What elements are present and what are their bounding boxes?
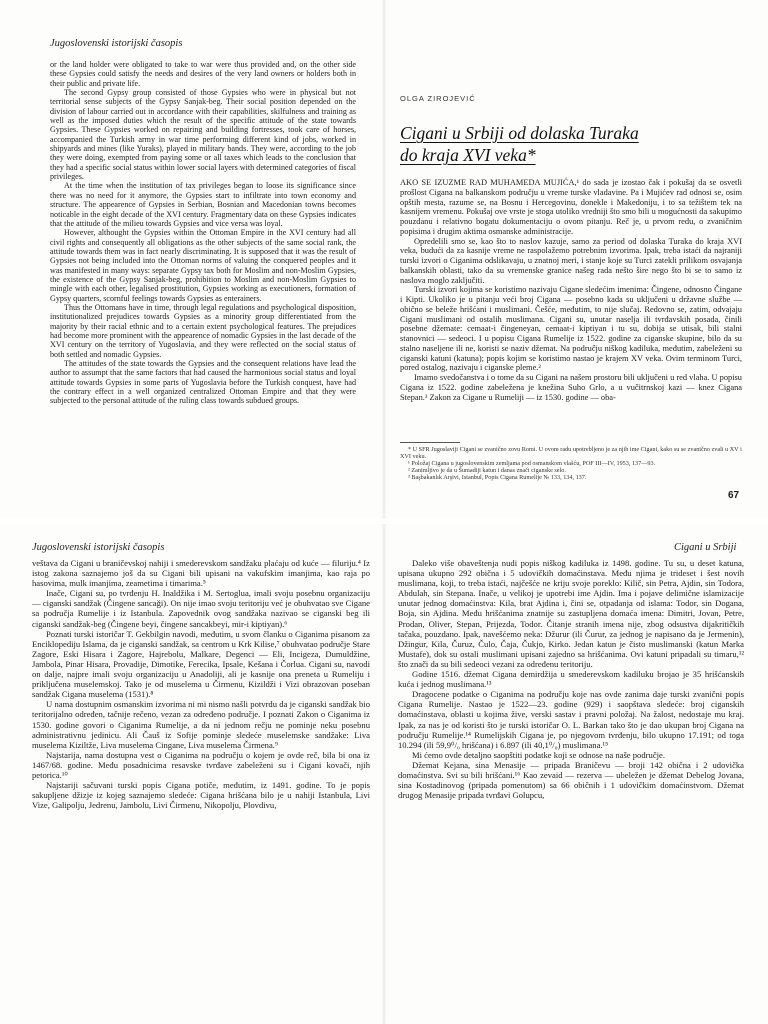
running-head: Jugoslovenski istorijski časopis [50,38,183,49]
paragraph: Godine 1516. džemat Cigana demirdžija u smederevskom kadiluku brojao je 35 hrišćanskih kuća i jednog muslimana.¹³ [398,669,744,690]
running-head: Cigani u Srbiji [674,542,737,553]
paragraph: Opredelili smo se, kao što to naslov kazuje, samo za period od dolaska Turaka do kraja XVI veka, budući da za kasnije vreme ne raspolažemo potrebnim izvorima. Ipak, treba istaći da najraniji turski izvori o Ciganima odslikavaju, u znatnoj meri, i stanje koje su Turci zatekli prilikom osvajanja balkanskih oblasti, tako da su vremenske granice našeg rada nešto šire nego što bi se to samo iz naslova moglo zaključiti. [400,236,742,285]
paragraph: Najstariji sačuvani turski popis Cigana potiče, međutim, iz 1491. godine. To je popis sakupljene džizje iz kojeg saznajemo sledeće: Cigana hrišćana bilo je u nahiji Istanbula, Livi Vize, Galipolju, Jedrenu, Jambolu, Livi Čirmenu, Nikopolju, Plovdivu, [32,780,370,811]
paragraph: However, althought the Gypsies within the Ottoman Empire in the XVI century had all civil rights and consequently all obligations as the other subjects of the same social rank, the attitude towards them was in fact nearly discriminating. It is supposed that it was the result of Gypsies not being included into the Ottoman norms of valuing the conquered peoples and it was manifested in many ways: separate Gypsy tax both for Moslim and non-Moslim Gypsies, the existence of the Gypsy Sanjak-beg, prohibition to Moslim and non-Moslim Gypsies to mingle with each other, legalised prostitution, Gypsies working as executioners, formation of Gypsy quarters, scornful feelings towards Gypsies as enterainers. [50,228,356,303]
paragraph: veštava da Cigani u braničevskoj nahiji i smederevskom sandžaku plaćaju od kuće — filuriju.⁴ Iz istog zakona saznajemo još da su Cigani bili upisani na vakufskim imanjima, kao raja po hasovima, mulk imanjima, zeametima i timarima.⁵ [32,558,370,589]
paragraph: Turski izvori kojima se koristimo nazivaju Cigane sledećim imenima: Čingene, odnosno Čingane i Kipti. Ukoliko je u pitanju veći broj Cigana — posebno kada su uključeni u državne službe — obično se beleže hrišćani i muslimani. Češće, međutim, to nije slučaj. Redovno se, zatim, odvajaju Cigani muslimani od ostalih muslimana. Cigani su, unutar naselja ili tvrđavskih posada, činili posebne džemate: cemaat-i čingeneyan, cemaat-i kiptiyan i tu su, dobija se utisak, bili stalni stanovnici — sedeoci. I u popisu Cigana Rumelije iz 1522. godine za ciganske skupine, bilo da su stalno naseljene ili ne, koristi se naziv džemat. Na području niškog kadiluka, međutim, zabeleženi su ciganski katuni (katuna); popis kojim se koristimo nastao je krajem XV veka. Ovim terminom Turci, pored ostalog, nazivaju i ciganske pleme.² [400,285,742,373]
footnote-rule [400,442,460,443]
footnote: * U SFR Jugoslaviji Cigani se zvanično zovu Romi. U ovom radu upotrebljeno je za njih ime Cigani, kako su se zvanično zvali u XV i XVI veku. [400,446,742,460]
paragraph: The second Gypsy group consisted of those Gypsies who were in physical but not territorial sense subjects of the Gypsy Sanjak-beg. Their social position depended on the division of labour carried out in accordance with their capabilities, skilfulness and training as well as the imposed duties which the result of the specific attitude of the state towards Gypsies. These Gypsies worked on repairing and building fortresses, took care of horses, accompanied the Turkish army in war time performing different kind of jobs, worked in shipyards and mines (like Yuraks), played in military bands. They were, according to the job they were doing, exempted from paying some or all taxes which leads to the conclusion that they had a specific social status within lower social layers with determined categories of fiscal privileges. [50,88,356,182]
paragraph: The attitudes of the state towards the Gypsies and the consequent relations have lead the author to assumpt that the same factors that had caused the harmonious social status and loyal attitude towards Gypsies in some parts of Yugoslavia before the Turkish conquest, have had the contrary effect in a well organized centralized Ottoman Empire and that they were subjected to the personal attitude of the ruling class towards subdued groups. [50,359,356,406]
paragraph: U nama dostupnim osmanskim izvorima ni mi nismo našli potvrdu da je ciganski sandžak bio teritorijalno određen, tačnije rečeno, vezan za određeno područje. I poznati Zakon o Ciganima iz 1530. godine govori o Ciganima Rumelije, a da ni jednom rečju ne pominje neku posebnu administrativnu jedinicu. Ali Čauš iz Sofije pominje sledeće muselemske sandžake: Liva muselema Kiziltže, Liva muselema Cingane, Liva muselema Čirmena.⁹ [32,699,370,750]
paragraph: At the time when the institution of tax privileges began to loose its significance since there was no need for it anymore, the Gypsies start to infiltrate into town economy and structure. The appearence of Gypsies in Serbian, Bosnian and Macedonian towns becomes noticable in the eight decade of the XVI century. Fragmentary data on these Gypsies indicates that the attitude of the milieu towards Gypsies and vice versa was loyal. [50,181,356,228]
page-1 [0,0,384,518]
paragraph: Najstarija, nama dostupna vest o Ciganima na području o kojem je ovde reč, bila bi ona iz 1467/68. godine. Među posadnicima resavske tvrđave zabeleženi su i Cigani kovači, njih petorica.¹⁰ [32,749,370,780]
page-number: 67 [728,490,740,501]
article-title [400,122,750,166]
paragraph: or the land holder were obligated to take to war were thus provided and, on the other side these Gypsies could satisfy the needs and desires of the very land owners or holders both in their public and private life. [50,60,356,88]
paragraph: Imamo svedočanstva i o tome da su Cigani na našem prostoru bili uključeni u red vlaha. U popisu Cigana iz 1522. godine zabeležena je knežina Suho Grlo, a u vučitrnskoj kazi — knez Cigana Stepan.³ Zakon za Cigane u Rumeliji — iz 1530. godine — oba- [400,373,742,402]
page-4 [384,524,768,1024]
paragraph: Daleko više obaveštenja nudi popis niškog kadiluka iz 1498. godine. Tu su, u deset katuna, upisana ukupno 292 obična i 5 udovičkih domaćinstava. Među njima je trideset i šest novih muslimana, koji, to treba istaći, najčešće ne kriju svoje poreklo: Kilič, sin Petra, Ajdin, sin Todora, Abdulah, sin Stepana. Inače, u velikoj je upotrebi ime Ajdin. Ima i pojave delimične islamizacije unutar jednog domaćinstva: Kila, brat Ajdina i, čini se, otpadanja od islama: Todor, sin Dogana, Boja, sin Ajdina. Među hrišćanima znatnije su zastupljena domaća imena: Dimitri, Jovan, Petre, Prodan, Oliver, Stepan, Prijezda, Todor. Čitanje stranih imena nije, zbog odsustva dijakritičkih tačaka, pouzdano. Ipak, navešćemo neka: Džurur (ili Čurur, za jednog je napisano da je Jermenin), Džingur, Kila, Čuruz, Čulo, Čaja, Čukjo, Kirko. Jedan katun je čisto muslimanski (katun Marka Mustafe), dok su ostali muslimani upisani zajedno sa hrišćanima. Ovi katuni pripadali su timaru,¹² što znači da su bili sedeoci vezani za određenu teritoriju. [398,558,744,669]
running-head: Jugoslovenski istorijski časopis [32,542,165,553]
footnote: ³ Başbakanlık Arşivi, Istanbul, Popis Cigana Rumelije № 133, 134, 137. [408,474,587,481]
article-body [32,558,370,810]
title-line-1: Cigani u Srbiji od dolaska Turaka [400,123,639,143]
paragraph: AKO SE IZUZME RAD MUHAMEDA MUJIĆA,¹ do sada je izostao čak i pokušaj da se osvetli prošlost Cigana na balkanskom području u vreme turske vladavine. Pa i Mujićev rad odnosi se, osim opštih mesta, razume se, na Bosnu i Hercegovinu, donekle i Makedoniju, i to sa težištem tek na kasnijem vremenu. Pokušaj ove vrste je stoga utoliko vredniji što smo bili u mogućnosti da sakupimo pouzdanu i relativno bogatu dokumentaciju o ovom pitanju. Reč je, u prvom redu, o zvaničnim popisima i drugim aktima osmanske administracije. [400,178,742,236]
author-name: OLGA ZIROJEVIĆ [400,94,476,103]
paragraph: Poznati turski istoričar T. Gekbilgin navodi, međutim, u svom članku o Ciganima pisanom za Enciklopediju Islama, da je ciganski sandžak, sa centrom u Krk Kilise,⁷ obuhvatao područje Stare Zagore, Eski Hisara i Zagore, Hajrebolu, Malkare, Degenci — Eli, Incigeza, Dumuldžine, Jambola, Pinar Hisara, Provadije, Dimotike, Ferecika, Ipsale, Kešana i Čorlua. Cigani su, navodi on dalje, najpre imali svoju organizaciju u Anadoliji, ali je kasnije ona preneta u Rumeliju i priključena muselemskoj. Tako je od muselema u Čirmenu, Kizildži i Vizi obrazovan poseban sandžak Cigana muselema (1531).⁸ [32,628,370,700]
page-2 [384,0,768,518]
page-3 [0,524,384,1024]
footnote: ² Zanimljivo je da u Šumadiji katun i danas znači ciganske selo. [408,467,566,474]
paragraph: Mi ćemo ovde detaljno saopštiti podatke koji se odnose na naše područje. [412,749,665,760]
paragraph: Inače, Cigani su, po tvrđenju H. Inaldžika i M. Sertogluа, imali svoju posebnu organizaciju — ciganski sandžak (Čingene sancaği). On nije imao svoju teritoriju već je obuhvatao sve Cigane sa područja Rumelije i iz Istanbula. Zapovednik ovog sandžaka nazivao se ciganski beg ili ciganski sandžak-beg (Čingene beyi, čingene sancakbeyi, mir-i kiptiyan).⁶ [32,588,370,629]
article-body [400,178,742,402]
english-summary [50,60,356,406]
article-body [398,558,744,800]
footnote: ¹ Položaj Cigana u jugoslovenskim zemljama pod osmanskom vlašću, POF III—IV, 1953, 137—93. [408,460,656,467]
paragraph: Dragocene podatke o Ciganima na području koje nas ovde zanima daje turski zvanični popis Cigana Rumelije. Nastao je 1522—23. godine (929) i saopštava sledeće: broj ciganskih domaćinstava, oblasti u kojima žive, verski sastav i pravni položaj. Na žalost, nedostaje mu kraj. Ipak, za nas je od koristi što je turski istoričar O. L. Barkan tako što je dao ukupan broj Cigana na području Rumelije.¹⁴ Rumelijskih Cigana je, po njegovom tvrđenju, bilo ukupno 17.191; od toga 10.294 (ili 59,9⁰/₀ hrišćana) i 6.897 (ili 40,1⁰/₀) muslimana.¹⁵ [398,689,744,750]
paragraph: Thus the Ottomans have in time, through legal regulations and psychological disposition, institutionalized prejudices towards Gypsies as a minority group differentiated from the majority by their racial ethnic and to a certain extent psychological features. The prejudices had become more prominent with the appearence of nomadic Gypsies in the last decade of the XVI century on the territory of Yugoslavia, and they were reflected on the social status of both settled and nomadic Gypsies. [50,302,356,359]
paragraph: Džemat Kejana, sina Menasije — pripada Braničevu — broji 142 obična i 2 udovička domaćinstva. Svi su bili hrišćani.¹⁶ Kao zevaid — rezerva — ubeležen je džemat Debelog Jovana, sina Kostadinovog (pripada pomenutom) sa 66 običnih i 1 udovičkim domaćinstvom. Džemat drugog Menasije pripada tvrđavi Golupcu, [398,759,744,801]
title-line-2: do kraja XVI veka* [400,145,536,165]
footnotes [400,446,742,481]
